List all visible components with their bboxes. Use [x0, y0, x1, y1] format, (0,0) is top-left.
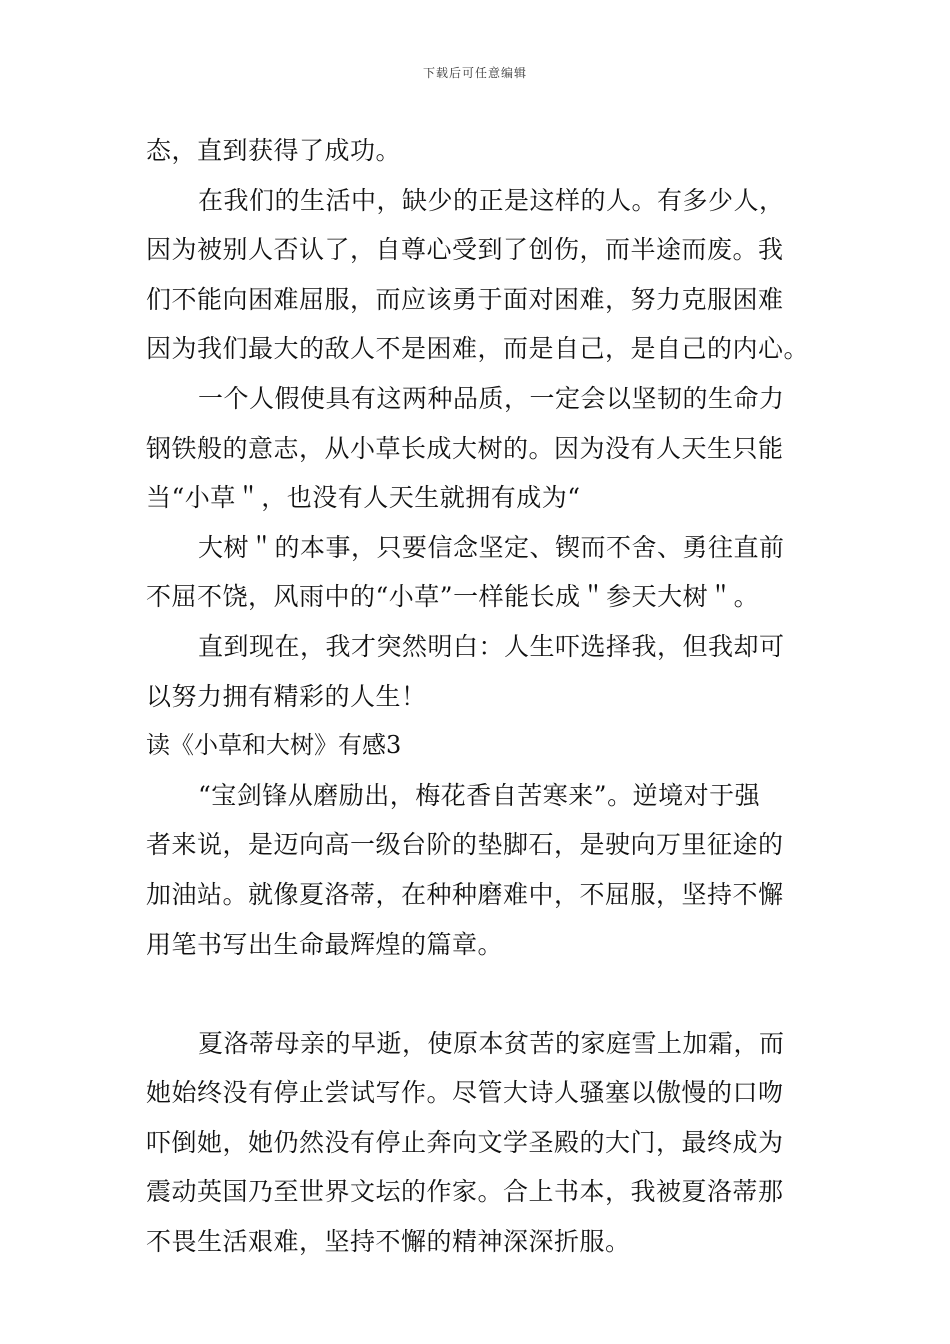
text-line: 吓倒她，她仍然没有停止奔向文学圣殿的大门，最终成为: [146, 1127, 784, 1157]
document-body: [146, 126, 810, 1267]
text-line: 大树＂的本事，只要信念坚定、锲而不舍、勇往直前: [198, 532, 785, 562]
text-line: 夏洛蒂母亲的早逝，使原本贫苦的家庭雪上加霜，而: [198, 1028, 785, 1058]
page-header-note: 下载后可任意编辑: [422, 66, 527, 80]
text-line: 直到现在，我才突然明白：人生吓选择我，但我却可: [198, 631, 785, 661]
text-line: 她始终没有停止尝试写作。尽管大诗人骚塞以傲慢的口吻: [146, 1078, 784, 1108]
text-line: 一个人假使具有这两种品质，一定会以坚韧的生命力: [198, 383, 785, 413]
text-line: 不畏生活艰难，坚持不懈的精神深深折服。: [146, 1227, 631, 1257]
text-line: 加油站。就像夏洛蒂，在种种磨难中，不屈服，坚持不懈: [146, 879, 784, 909]
text-line: 者来说，是迈向高一级台阶的垫脚石，是驶向万里征途的: [146, 830, 784, 860]
text-line: 态，直到获得了成功。: [146, 136, 402, 165]
text-line: 不屈不饶，风雨中的“小草”一样能长成＂参天大树＂。: [146, 582, 760, 612]
text-line: 用笔书写出生命最辉煌的篇章。: [146, 929, 504, 959]
text-line: 在我们的生活中，缺少的正是这样的人。有多少人，: [198, 185, 785, 215]
text-line: 因为被别人否认了，自尊心受到了创伤，而半途而废。我: [146, 235, 784, 265]
text-line: 钢铁般的意志，从小草长成大树的。因为没有人天生只能: [146, 433, 784, 463]
text-line: 当“小草＂，也没有人天生就拥有成为“: [146, 483, 581, 513]
text-line: 因为我们最大的敌人不是困难，而是自己，是自己的内心。: [146, 334, 810, 364]
text-line: 以努力拥有精彩的人生！: [146, 681, 427, 711]
text-line: 们不能向困难屈服，而应该勇于面对困难，努力克服困难: [146, 284, 784, 314]
section-heading: 读《小草和大树》有感3: [146, 731, 402, 760]
text-line: [146, 969, 806, 1019]
text-line: “宝剑锋从磨励出，梅花香自苦寒来”。逆境对于强: [198, 780, 761, 810]
text-line: 震动英国乃至世界文坛的作家。合上书本，我被夏洛蒂那: [146, 1177, 784, 1207]
